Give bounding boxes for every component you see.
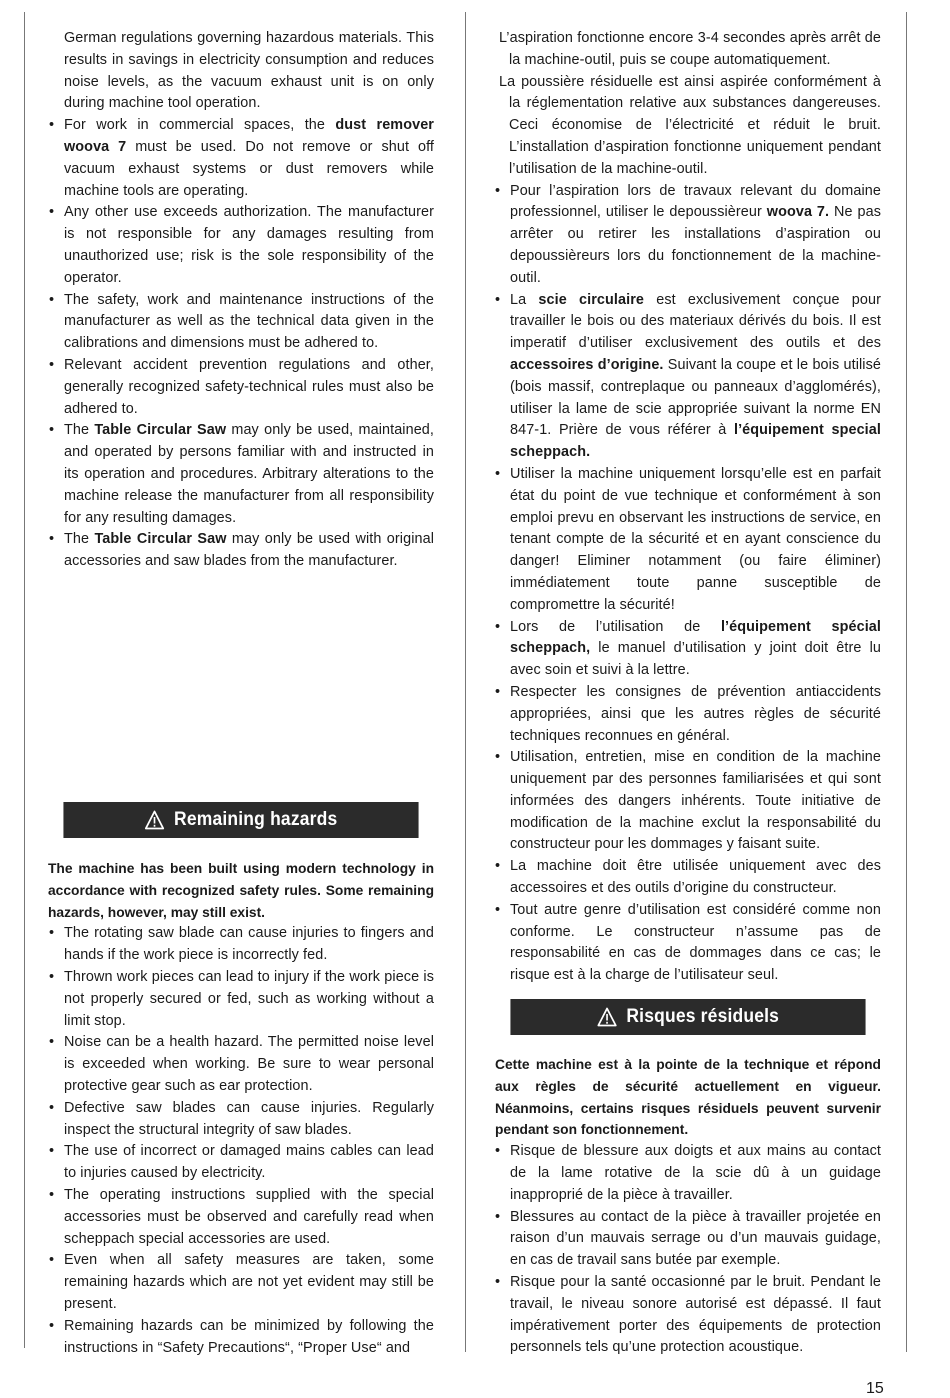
list-item: • Noise can be a health hazard. The permitted noise level is exceeded when working. Be sure to wear personal protective gear such as ear protection. xyxy=(49,1034,434,1094)
list-item: • La scie circulaire est exclusivement conçue pour travailler le bois ou des materiaux dérivés du bois. Il est imperatif d’utiliser exclusivement des outils et des accessoires d’origine. Suivant la coupe et le bois utilisé (bois massif, contreplaque ou panneaux d’agglomérés), utiliser la lame de scie appropriée suivant la norme EN 847-1. Prière de vous référer à l’équipement special scheppach. xyxy=(495,291,881,461)
bullet-icon: • xyxy=(495,618,501,635)
list-item: • For work in commercial spaces, the dust remover woova 7 must be used. Do not remove or shut off vacuum exhaust systems or dust removers while machine tools are operating. xyxy=(49,117,435,199)
bullet-icon: • xyxy=(49,1252,55,1269)
list-item: • The rotating saw blade can cause injuries to fingers and hands if the work piece is incorrectly fed. xyxy=(49,925,434,964)
warning-triangle-icon xyxy=(145,810,165,830)
list-item: • Remaining hazards can be minimized by following the instructions in “Safety Precautions“, “Proper Use“ and xyxy=(49,1317,434,1356)
list-item: • Risque de blessure aux doigts et aux mains au contact de la lame rotative de la scie dû à un guidage inapproprié de la pièce à travailler. xyxy=(495,1143,881,1203)
bullet-icon: • xyxy=(49,356,55,373)
bullet-icon: • xyxy=(495,858,501,875)
bullet-icon: • xyxy=(49,968,55,985)
list-item: • Any other use exceeds authorization. The manufacturer is not responsible for any damages resulting from unauthorized use; risk is the sole responsibility of the operator. xyxy=(49,204,434,286)
bullet-icon: • xyxy=(495,465,501,482)
bullet-icon: • xyxy=(49,1317,55,1334)
left-margin-rule xyxy=(24,12,25,1348)
column-divider-rule xyxy=(465,12,466,1352)
bullet-icon: • xyxy=(49,1034,55,1051)
warning-triangle-icon xyxy=(597,1007,617,1027)
bullet-icon: • xyxy=(495,182,501,199)
bullet-icon: • xyxy=(49,204,55,221)
bullet-icon: • xyxy=(495,291,501,308)
bullet-icon: • xyxy=(49,1143,55,1160)
english-continuation-paragraph: German regulations governing hazardous materials. This results in savings in electricity consumption and reduces noise levels, as the vacuum exhaust unit is on only during machine tool operation. xyxy=(64,30,434,112)
remaining-hazards-section xyxy=(48,802,434,1359)
list-item: • Thrown work pieces can lead to injury if the work piece is not properly secured or fed, such as working without a limit stop. xyxy=(49,968,434,1029)
french-column xyxy=(495,28,881,1359)
list-item: • Tout autre genre d’utilisation est considéré comme non conforme. Le constructeur n’assume pas de responsabilité en cas de dommages dans ce cas; le risque est à la charge de l’utilisateur seul. xyxy=(495,901,881,984)
bullet-icon: • xyxy=(49,531,55,548)
list-item: • The safety, work and maintenance instructions of the manufacturer as well as the technical data given in the calibrations and dimensions must be adhered to. xyxy=(49,291,434,352)
right-margin-rule xyxy=(906,12,907,1352)
list-item: • The Table Circular Saw may only be used, maintained, and operated by persons familiar with and instructed in its operation and procedures. Arbitrary alterations to the machine release the manufacturer from all responsibility for any resulting damages. xyxy=(49,422,435,526)
bullet-icon: • xyxy=(49,925,55,942)
bullet-icon: • xyxy=(495,683,501,700)
bullet-icon: • xyxy=(495,1208,501,1225)
risques-residuels-title: Risques résiduels xyxy=(626,1006,780,1028)
list-item: • Lors de l’utilisation de l’équipement spécial scheppach, le manuel d’utilisation y joint doit être lu avec soin et suivi à la lettre. xyxy=(495,618,881,679)
french-usage-list xyxy=(495,181,881,987)
french-continuation-paragraph: L’aspiration fonctionne encore 3-4 secondes après arrêt de la machine-outil, puis se coupe automatiquement. xyxy=(499,30,881,68)
bullet-icon: • xyxy=(495,1274,501,1291)
bullet-icon: • xyxy=(495,749,501,766)
list-item: • Risque pour la santé occasionné par le bruit. Pendant le travail, le niveau sonore autorisé est dépassé. Il faut impérativement porter des équipements de protection personnels tels qu’une protection acoustique. xyxy=(495,1274,881,1356)
remaining-hazards-banner xyxy=(63,802,418,838)
page-number: 15 xyxy=(866,1380,884,1397)
remaining-hazards-list xyxy=(48,923,434,1359)
list-item: • La machine doit être utilisée uniquement avec des accessoires et des outils d’origine du constructeur. xyxy=(495,858,881,897)
french-continuation-paragraph: La poussière résiduelle est ainsi aspirée conformément à la réglementation relative aux substances dangereuses. Ceci économise de l’électricité et réduit le bruit. L’installation d’aspiration fonctionne uniquement pendant l’utilisation de la machine-outil. xyxy=(499,73,881,177)
risques-residuels-list xyxy=(495,1141,881,1359)
english-column xyxy=(48,28,434,573)
bullet-icon: • xyxy=(495,901,501,918)
list-item: • Relevant accident prevention regulations and other, generally recognized safety-technical rules must also be adhered to. xyxy=(49,356,434,417)
bullet-icon: • xyxy=(49,422,55,439)
list-item: • Blessures au contact de la pièce à travailler projetée en raison d’un mauvais serrage ou d’un mauvais guidage, en cas de travail sans butée par exemple. xyxy=(495,1208,881,1269)
list-item: • The operating instructions supplied with the special accessories must be observed and carefully read when scheppach special accessories are used. xyxy=(49,1186,434,1247)
bullet-icon: • xyxy=(49,1099,55,1116)
remaining-hazards-title: Remaining hazards xyxy=(174,809,338,831)
bullet-icon: • xyxy=(49,291,55,308)
list-item: • The Table Circular Saw may only be used with original accessories and saw blades from the manufacturer. xyxy=(49,531,435,570)
list-item: • Respecter les consignes de prévention antiaccidents appropriées, ainsi que les autres règles de sécurité techniques reconnues en général. xyxy=(495,683,881,744)
list-item: • The use of incorrect or damaged mains cables can lead to injuries caused by electricity. xyxy=(49,1143,434,1182)
risques-residuels-banner xyxy=(510,999,865,1035)
list-item: • Even when all safety measures are taken, some remaining hazards which are not yet evident may still be present. xyxy=(49,1252,434,1312)
risques-residuels-section xyxy=(495,999,881,1359)
risques-residuels-lead: Cette machine est à la pointe de la technique et répond aux règles de sécurité actuellement en vigueur. Néanmoins, certains risques résiduels peuvent survenir pendant son fonctionnement. xyxy=(495,1057,881,1138)
remaining-hazards-lead: The machine has been built using modern technology in accordance with recognized safety rules. Some remaining hazards, however, may still exist. xyxy=(48,861,434,920)
english-usage-list xyxy=(48,115,434,573)
bullet-icon: • xyxy=(495,1143,501,1160)
list-item: • Utiliser la machine uniquement lorsqu’elle est en parfait état du point de vue technique et conformément à son emploi prevu en observant les instructions de service, en tenant compte de la sécurité et en ayant conscience du danger! Eliminer notamment (ou faire éliminer) immédiatement toute panne susceptible de compromettre la sécurité! xyxy=(495,465,881,613)
bullet-icon: • xyxy=(49,1186,55,1203)
list-item: • Defective saw blades can cause injuries. Regularly inspect the structural integrity of saw blades. xyxy=(49,1099,434,1138)
list-item: • Utilisation, entretien, mise en condition de la machine uniquement par des personnes familiarisées et qui sont informées des dangers inhérents. Toute initiative de modification de la machine exclut la responsabilité du constructeur pour les dommages y faisant suite. xyxy=(495,749,881,853)
list-item: • Pour l’aspiration lors de travaux relevant du domaine professionnel, utiliser le depoussièreur woova 7. Ne pas arrêter ou retirer les installations d’aspiration ou depoussièreurs lors du fonctionnement de la machine-outil. xyxy=(495,182,881,286)
bullet-icon: • xyxy=(49,117,55,134)
